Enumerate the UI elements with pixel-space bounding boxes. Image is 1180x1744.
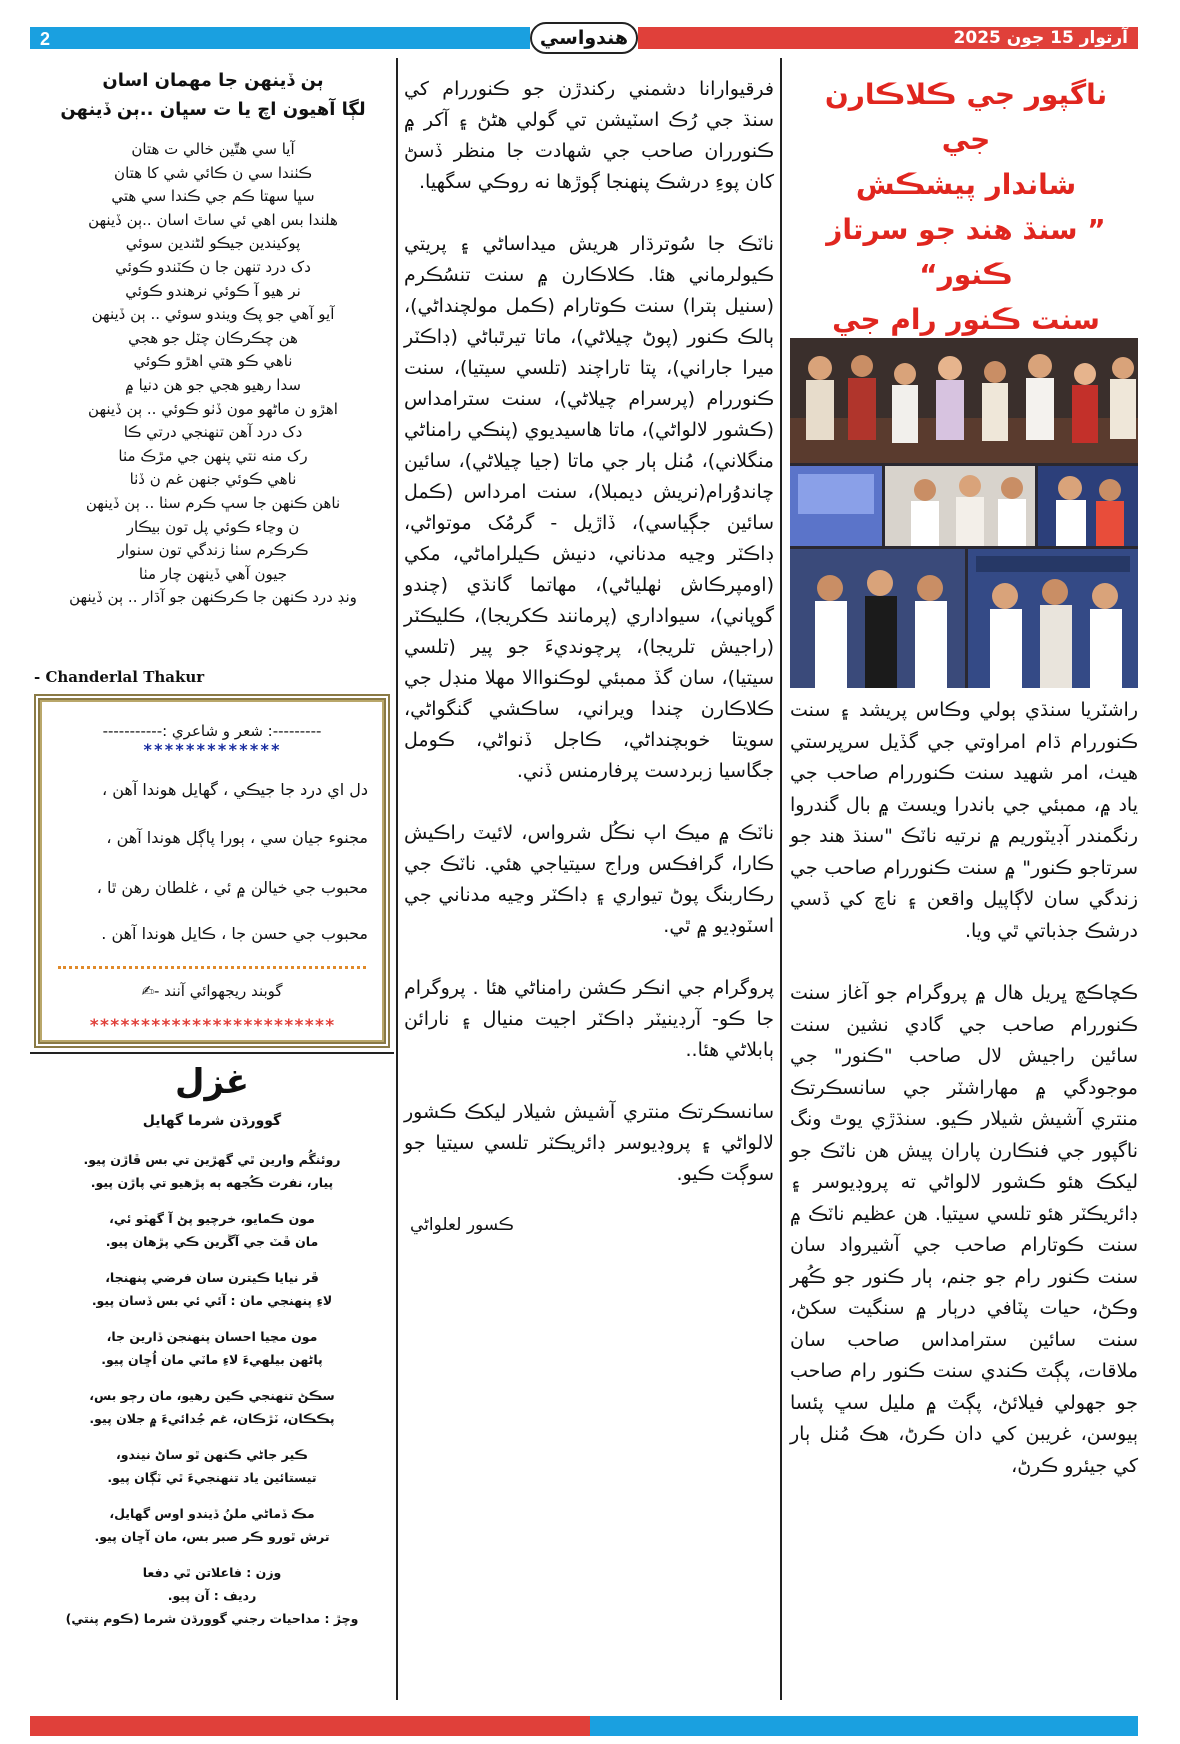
sher-box-author: گوبند ريجهوائي آنند -✍: [141, 982, 283, 1000]
ghazal-line: ڦر نيايا ڪيترن سان فرضي پنهنجا،: [105, 1270, 319, 1285]
ghazal-line: پاڻهن بيلهيءَ لاءِ ماٽي مان اُڇان پيو.: [101, 1352, 323, 1367]
poem-line: جيون آهي ڏينهن چار مٺا: [138, 564, 288, 583]
article-paragraph: فرقيوارانا دشمني رکندڙن جو ڪنوررام کي سنڌ جي رُڪ اسٽيشن تي گولي هڻڻ ۽ آکر ۾ ڪنورران صاحب جي شهادت جا منظر ڏسڻ کان پوءِ درشڪ پنهنجا ڳوڙها نه روڪي سگهيا.: [404, 78, 774, 193]
column-divider-right: [780, 58, 782, 1700]
masthead-logo: هندواسي: [530, 22, 638, 54]
article-paragraph: راشٽريا سنڌي ٻولي وڪاس پريشد ۽ سنت ڪنوررام ڌام امراوتي جي گڏيل سرپرستي هيٺ، امر شهيد سنت ڪنوررام صاحب جي ياد ۾، ممبئي جي باندرا ويسٽ ۾ بال گندروا رنگمندر آڊيٽوريم ۾ نرتيه ناٽڪ "سنڌ هند جو سرتاجو ڪنور" ۾ سنت ڪنوررام صاحب جي زندگي سان لاڳاپيل واقعن ۽ ناچ کي ڏسي درشڪ جذباتي ٿي ويا.: [790, 699, 1138, 942]
ghazal-line: مون مڃيا احسان پنهنجن ڏارين جا،: [106, 1329, 318, 1344]
ghazal-line: پڪڪان، ٽڙڪان، غم جُدائيءَ ۾ جلان پيو.: [89, 1411, 335, 1426]
article-paragraph: ڪچاڪچ ڀريل هال ۾ پروگرام جو آغاز سنت ڪنوررام صاحب جي گادي نشين سنت سائين راجيش لال صاحب "ڪنور" جي موجودگي ۾ مهاراشٽر جي سانسڪرتڪ منتري آشيش شيلار ڪيو. سنڌڙي يوٿ ونگ ناگپور جي فنڪارن پاران پيش هن ناٽڪ جو ليکڪ هئو ڪشور لالواڻي ته پروڊيوسر ۽ ڊائريڪٽر هئو تلسي سيتيا. هن عظيم ناٽڪ ۾ سنت ڪوتارام صاحب جي آشيرواد سان سنت ڪنور رام جو جنم، ٻار ڪنور جو ڪُهر وڪڻ، حيات پٽافي درٻار ۾ سنگيت سکڻ، سنت سائين سترامداس صاحب سان ملاقات، پڳٽ ڪندي سنت ڪنور رام صاحب جو جهولي فيلائڻ، پڳٽ ۾ مليل سڀ پئسا ٻيوسن، غريبن کي دان ڪرڻ، هڪ مُنل ٻار کي جيئرو ڪرڻ،: [790, 982, 1138, 1477]
sher-line: دل اي درد جا جيڪي ، گهايل هوندا آهن ،: [101, 780, 368, 799]
poem-line: نر هيو آ ڪوئي نرهندو ڪوئي: [125, 281, 301, 300]
poem-line: ناهن ڪنهن جا سڀ ڪرم سٺا .. ٻن ڏينهن: [85, 493, 341, 512]
poem-line: آيا سي هتّين خالي ت هتان: [131, 140, 295, 158]
ghazal-line: لاءِ پنهنجي مان : آئي ئي بس ڏسان پيو.: [91, 1293, 333, 1308]
ghazal-line: مان ڦٽ جي آڱرين ڪي پڙهان پيو.: [105, 1234, 319, 1249]
ghazal-note: وچڙ : مداحيات رجني گوورڌن شرما (ڪوم پنتي): [65, 1611, 359, 1626]
poem-line: آيو آهي جو پڪ ويندو سوئي .. ٻن ڏينهن: [91, 305, 335, 324]
middle-article: [404, 74, 774, 1272]
sher-box-title: ---------: شعر و شاعري :-----------: [102, 722, 322, 740]
poem-title: ٻن ڏينهن جا مهمان اسان: [102, 70, 324, 91]
poem-line: پوکيندين جيڪو لڻندين سوئي: [125, 234, 301, 253]
poem-line: هلندا بس اهي ئي ساٿ اسان ..ٻن ڏينهن: [88, 210, 338, 229]
poem-subtitle: لڳا آهيون اچ يا ت سڀان ..ٻن ڏينهن: [60, 99, 366, 120]
sher-line: محبوب جي خيالن ۾ ئي ، غلطان رهن ٿا ،: [96, 878, 368, 897]
ghazal-line: مون ڪمايو، خرچيو پڻ آ گهٽو ئي،: [109, 1211, 315, 1226]
ghazal-line: تيستائين ياد تنهنجيءَ ٿي ٽڳان پيو.: [107, 1470, 317, 1485]
header-bar-blue: [30, 27, 530, 49]
poem-line: اهڙو ن ماڻهو مون ڏٺو ڪوئي .. ٻن ڏينهن: [88, 399, 338, 418]
ghazal-line: ڪير جاڻي ڪنهن ٿو ساڻ نيندو،: [116, 1447, 308, 1462]
headline-line: ناگپور جي ڪلاڪارن جي: [824, 78, 1108, 156]
sher-box-divider: [58, 966, 366, 969]
article-paragraph: سانسڪرتڪ منتري آشيش شيلار ليکڪ ڪشور لالواڻي ۽ پروڊيوسر ڊائريڪٽر تلسي سيتيا جو سوڳت ڪيو.: [404, 1101, 774, 1185]
ghazal-line: مڪ ڏماڻي ملنُ ڏيندو اوس گهايل،: [109, 1506, 315, 1521]
ghazal-line: پيار، نفرت ڪُجهه ٻه پڙهيو تي پاڙن پيو.: [90, 1175, 334, 1190]
footer-band: [30, 1716, 1138, 1736]
footer-bar-red: [30, 1716, 590, 1736]
article-paragraph: ناٽڪ ۾ ميڪ اپ نڪُل شرواس، لائيٽ راڪيش ڪارا، گرافڪس وراج سيتياجي هئي. ناٽڪ جي رڪاربنگ پوڻ تيواري ۽ ڊاڪٽر وڃيه مدناني جي اسٽوڊيو ۾ ٿي.: [404, 822, 774, 937]
poem-ban-dinhan: [34, 66, 392, 610]
poem-line: سدا رهيو هجي جو هن دنيا ۾: [125, 375, 301, 394]
right-article: [790, 695, 1138, 1513]
ghazal-meter: وزن : فاعلاتن ٿي دفعا: [142, 1565, 282, 1580]
ghazal-title: غزل: [175, 1062, 249, 1102]
poem-line: ن وڃاء ڪوئي پل تون بيڪار: [126, 517, 300, 536]
poem-line: ونڊ درد ڪنهن جا ڪرڪنهن جو آڌار .. ٻن ڏينهن: [69, 588, 357, 607]
article-signature: ڪسور لعلواڻي: [410, 1215, 514, 1235]
event-photo-collage: [790, 338, 1138, 688]
poem-line: دک درد تنهن جا ن ڪٽندو ڪوئي: [115, 257, 311, 276]
sher-line: محبوب جي حسن جا ، ڪايل هوندا آهن .: [101, 924, 368, 943]
section-divider: [30, 1052, 394, 1054]
ghazal-poet: گوورڌن شرما گهايل: [142, 1113, 282, 1129]
issue-date: آرتوار 15 جون 2025: [953, 28, 1128, 48]
ghazal-line: سڪڻ تنهنجي ڪين رهيو، مان رڄو بس،: [89, 1388, 335, 1403]
sher-box: [34, 694, 390, 1048]
sher-line: مجنوء جيان سي ، ٻورا پاڳل هوندا آهن ،: [106, 828, 368, 847]
poem-line: دک درد آهن تنهنجي درتي ڪا: [123, 423, 303, 442]
sher-box-stars-top: *************: [142, 740, 282, 759]
headline-line: شاندار پيشڪش: [855, 168, 1077, 201]
poem-line: ناهي ڪوئي جنهن غم ن ڏٺا: [129, 470, 297, 489]
poem-line: ناهي ڪو هتي اهڙو ڪوئي: [133, 352, 293, 371]
ghazal-body: [32, 1148, 392, 1630]
poem-line: ڪٺندا سي ن ڪائي شي کا هتان: [114, 163, 312, 182]
poem-line: ڪرڪرم سٺا زندگي تون سنوار: [117, 541, 309, 560]
footer-bar-blue: [590, 1716, 1138, 1736]
page-number: 2: [40, 29, 51, 49]
article-paragraph: پروگرام جي انڪر ڪشن رامناڻي هئا . پروگرام جا ڪو- آرڊينيٽر ڊاڪٽر اجيت منيال ۽ نارائن ٻابلاڻي هئا..: [404, 977, 774, 1061]
poem-line: هن چڪرڪان چٽل جو هجي: [128, 328, 298, 347]
headline-line: سنت ڪنور رام جي: [832, 303, 1100, 336]
article-paragraph: ناٽڪ جا سُوترڌار هريش ميداساڻي ۽ پريتي ڪيولرماني هئا. ڪلاڪارن ۾ سنت تنسُڪرم (سنيل ٻترا) سنت ڪوتارام (ڪمل مولچنداڻي)، ٻالڪ ڪنور (پوڻ چيلاڻي)، ماتا تيرٿباڻي (ڊاڪٽر ميرا جاراني)، پتا تاراچند (تلسي سيتيا)، سنت ڪنوررام (پرسرام چيلاڻي)، سنت سترامداس (ڪشور لالواڻي)، ماتا هاسيديوي (پنڪي رامناڻي منگلاني)، مُنل ٻار جي ماتا (جيا چيلاڻي)، سائين چاندوُرام(نريش ديمبلا)، سنت امرداس (ڪمل سائين جڳياسي)، ڏاڙيل - گرمُک موتواڻي، ڊاڪٽر وڃيه مدناني، دنيش ڪيلراماڻي، مکي (اومپرڪاش ٺهلياڻي)، مهاتما گانڌي (چندو گوپاني)، سيواداري (پرمانند ڪکريجا)، ڪليڪٽر (راجيش تلريجا)، پرچونديءَ جو پير (تلسي سيتيا)، سان گڏ ممبئي لوڪنواالا مهلا منڊل جي ڪلاڪارن چندا ويراني، ساڪشي گنگواڻي، سويتا خوبچنداڻي، ڪاجل ڏنواڻي، ڪومل جگاسيا زبردست پرفارمنس ڏني.: [404, 233, 774, 782]
column-divider-left: [396, 58, 398, 1700]
sher-box-stars-bottom: ************************: [89, 1016, 335, 1036]
poem-line: سڀا سهتا ڪم جي ڪندا سي هتي: [111, 187, 315, 206]
headline-line: ” سنڌ هند جو سرتاز ڪنور“: [826, 213, 1106, 291]
ghazal-line: ترش ٿورو ڪر صبر بس، مان آڇان پيو.: [94, 1529, 330, 1544]
ghazal-radif: رديف : آن پيو.: [167, 1588, 257, 1603]
poem-line: رک منه نتي پنهن جي مڙڪ مٺا: [118, 446, 308, 465]
poem-author: - Chanderlal Thakur: [34, 668, 205, 686]
ghazal-line: روئنگُم وارين ٿي گهڙين تي بس ڦاڙن پيو.: [83, 1152, 341, 1167]
photo-collage-graphic: [790, 338, 1138, 688]
header-band: [30, 22, 1138, 54]
